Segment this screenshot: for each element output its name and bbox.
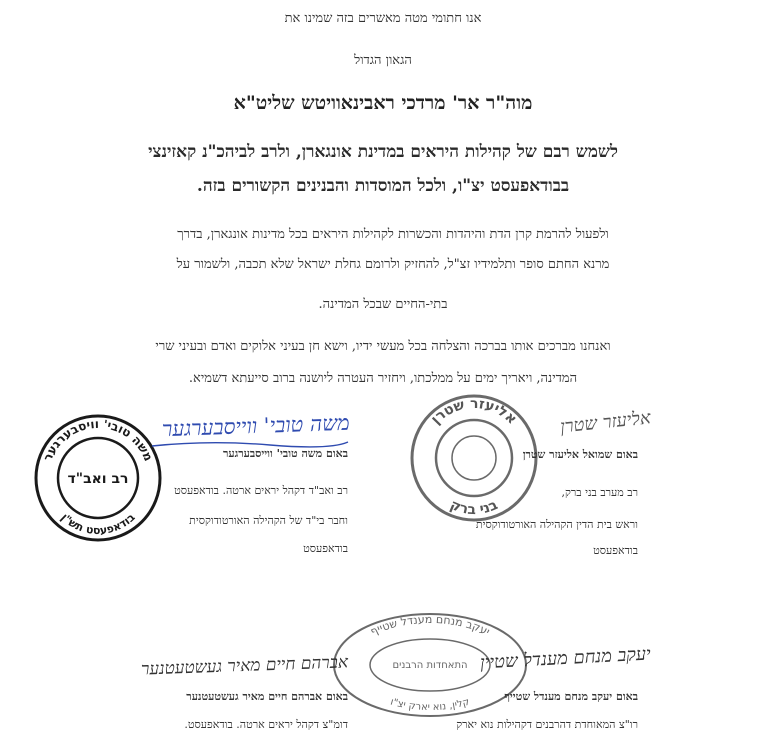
honorific-line: הגאון הגדול [354, 53, 412, 68]
steif-handwritten-signature: יעקב מנחם מענדל שטיין [479, 643, 652, 674]
blessing-line-1: ואנחנו מברכים אותו בברכה והצלחה בכל מעשי ידיו, וישא חן בעיני אלוקים ואדם ובעיני שרי [155, 339, 611, 354]
gestetner-name: באום אברהם חיים מאיר געשטעטנער [186, 690, 348, 703]
steif-stamp-outer-text: יעקב מנחם מענדל שטייף [368, 612, 492, 639]
gestetner-title-1: דומ"צ דקהל יראים ארטה. בודאפעסט. [184, 718, 348, 731]
stern-handwritten-signature: אליעזר שטרן [559, 407, 652, 438]
blessing-line-2: המדינה, ויאריך ימים על ממלכתו, ויחזיר העטרה ליושנה ברוב סייעתא דשמיא. [188, 371, 578, 386]
body-line-2: מרנא החתם סופר ותלמידיו זצ"ל, להחזיק ולרומם גחלת ישראל שלא תכבה, ולשמור על [176, 257, 610, 272]
stern-stamp-bottom-text: בני ברק [447, 496, 501, 519]
stern-round-stamp [408, 392, 540, 524]
stern-title-2: וראש בית הדין הקהילה האורטודוקסית [475, 518, 638, 531]
steif-name: באום יעקב מנחם מענדל שטייף [504, 690, 638, 703]
body-line-3: בתי-החיים שבכל המדינה. [318, 297, 448, 312]
weissberger-title-2: וחבר בי"ד של הקהילה האורטודוקסית [189, 514, 348, 527]
role-line-1: לשמש רבם של קהילות היראים במדינת אונגארן, ולרב לביהכ"נ קאזינצי [148, 142, 618, 162]
stern-name: באום שמואל אליעזר שטרן [522, 448, 638, 461]
body-line-1: ולפעול להרמת קרן הדת והיהדות והכשרות לקהילות היראים בכל מדינות אונגארן, בדרך [177, 227, 609, 242]
weissberger-name: באום משה טובי' ווייסבערגער [222, 447, 348, 460]
weissberger-handwritten-signature: משה טובי' ווייסבערגער [162, 410, 351, 442]
rabbi-name-title: מוה"ר אר' מרדכי ראבינאוויטש שליט"א [233, 92, 533, 114]
stamp-outer-top-text: משה טובי' וויסבערגער [40, 416, 156, 464]
intro-line: אנו חתומי מטה מאשרים בזה שמינו את [284, 11, 482, 26]
stern-title-1: רב מערב בני ברק, [561, 486, 638, 499]
steif-stamp-inner-text: התאחדות הרבנים [392, 660, 468, 671]
steif-title-1: רו"צ המאוחדת דהרבנים דקהילות נוא יארק [456, 718, 638, 731]
weissberger-title-3: בודאפעסט [303, 542, 348, 555]
role-line-2: בבודאפעסט יצ"ו, ולכל המוסדות והבנינים הקשורים בזה. [196, 176, 570, 196]
stern-title-3: בודאפעסט [593, 544, 638, 557]
gestetner-handwritten-signature: אברהם חיים מאיר געשטעטנער [140, 652, 349, 680]
stamp-center-text: רב ואב"ד [67, 471, 129, 487]
stamp-outer-bottom-text: בודאפעסט תש"ן [58, 510, 138, 538]
weissberger-round-stamp [32, 412, 164, 544]
weissberger-title-1: רב ואב"ד דקהל יראים ארטה. בודאפעסט [174, 484, 348, 497]
stern-stamp-top-text: אליעזר שטרן [427, 395, 520, 428]
steif-stamp-bottom-text: קלין, נוא יארק יצ"ו [389, 696, 471, 714]
